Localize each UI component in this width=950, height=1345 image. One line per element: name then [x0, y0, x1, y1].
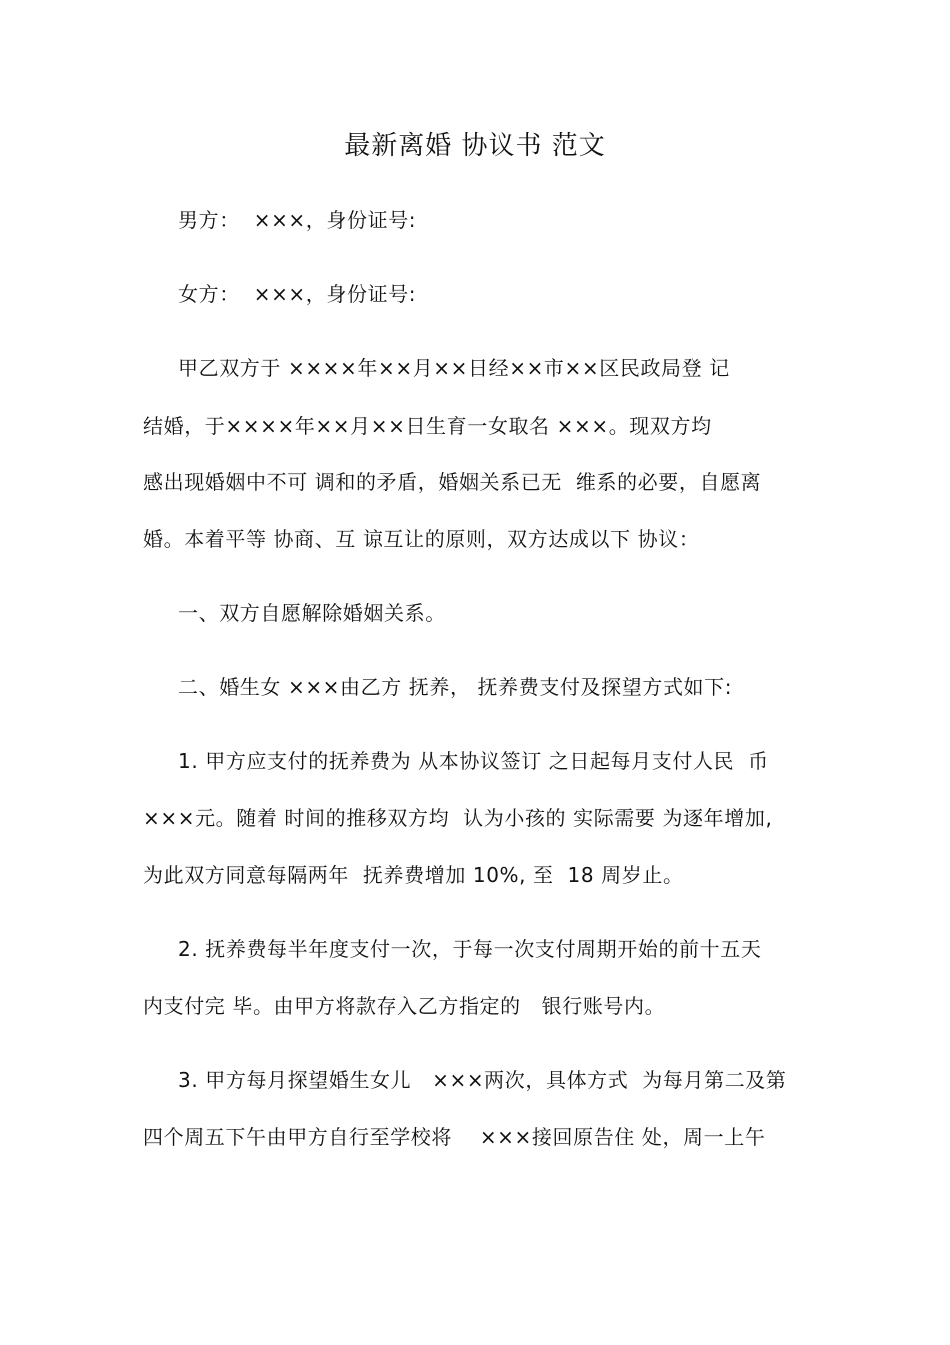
clause-one: 一、双方自愿解除婚姻关系。 [178, 601, 446, 625]
item-1-line-3: 为此双方同意每隔两年 抚养费增加 10%, 至 18 周岁止。 [143, 863, 684, 887]
item-3-line-2: 四个周五下午由甲方自行至学校将 ×××接回原告住 处，周一上午 [143, 1125, 766, 1149]
item-3-line-1: 3. 甲方每月探望婚生女儿 ×××两次，具体方式 为每月第二及第 [178, 1068, 787, 1092]
item-2-line-1: 2. 抚养费每半年度支付一次，于每一次支付周期开始的前十五天 [178, 937, 762, 961]
clause-two: 二、婚生女 ×××由乙方 抚养， 抚养费支付及探望方式如下: [178, 675, 733, 699]
female-party-line: 女方： ×××，身份证号: [178, 282, 417, 306]
item-1-line-1: 1. 甲方应支付的抚养费为 从本协议签订 之日起每月支付人民 币 [178, 749, 769, 773]
item-2-line-2: 内支付完 毕。由甲方将款存入乙方指定的 银行账号内。 [143, 994, 666, 1018]
preamble-line-1: 甲乙双方于 ××××年××月××日经××市××区民政局登 记 [178, 356, 730, 380]
preamble-line-3: 感出现婚姻中不可 调和的矛盾，婚姻关系已无 维系的必要，自愿离 [143, 470, 762, 494]
preamble-line-2: 结婚，于××××年××月××日生育一女取名 ×××。现双方均 [143, 414, 712, 438]
preamble-line-4: 婚。本着平等 协商、互 谅互让的原则，双方达成以下 协议： [143, 527, 700, 551]
document-title: 最新离婚 协议书 范文 [344, 131, 606, 161]
male-party-line: 男方： ×××，身份证号: [178, 208, 417, 232]
item-1-line-2: ×××元。随着 时间的推移双方均 认为小孩的 实际需要 为逐年增加, [143, 806, 773, 830]
